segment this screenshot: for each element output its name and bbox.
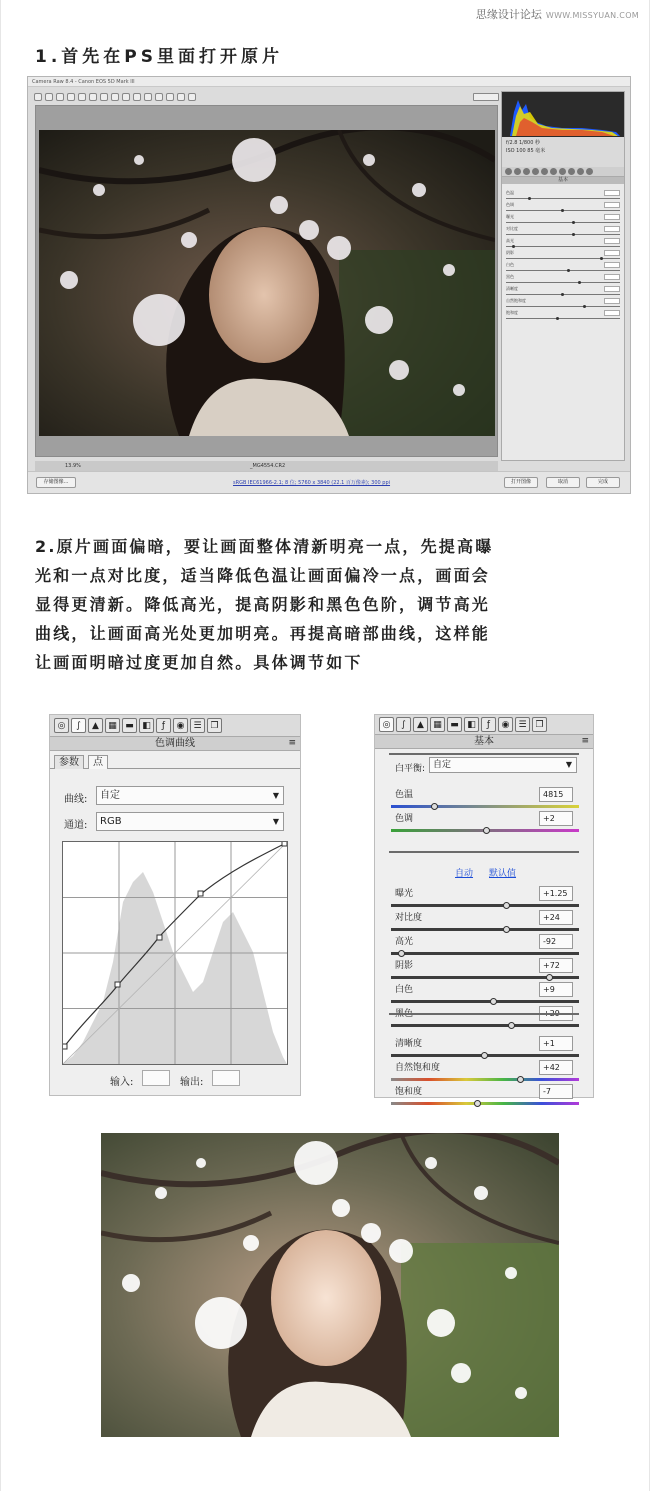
site-watermark xyxy=(476,6,639,22)
mini-slider-track[interactable] xyxy=(506,282,620,283)
mini-slider-row[interactable] xyxy=(506,202,620,214)
parametric-tab[interactable]: 参数 xyxy=(54,755,84,769)
split-toning-tab-icon[interactable]: ▬ xyxy=(122,718,137,733)
slider-value-field[interactable]: -92 xyxy=(539,934,573,949)
slider-knob[interactable] xyxy=(431,803,438,810)
mini-slider-knob[interactable] xyxy=(561,209,564,212)
slider-knob[interactable] xyxy=(503,902,510,909)
rotate-left-icon[interactable] xyxy=(177,93,185,101)
slider-track[interactable] xyxy=(391,1000,579,1003)
slider-track[interactable] xyxy=(391,952,579,955)
slider-label: 自然饱和度 xyxy=(395,1063,441,1073)
camera-raw-title: Camera Raw 8.4 - Canon EOS 5D Mark III xyxy=(28,77,630,87)
mini-slider-track[interactable] xyxy=(506,234,620,235)
step2-line: 2.原片画面偏暗，要让画面整体清新明亮一点，先提高曝 xyxy=(35,537,494,556)
mini-slider-label: 高光 xyxy=(506,238,514,243)
effects-tab-icon[interactable]: ƒ xyxy=(156,718,171,733)
mini-slider-value-box[interactable] xyxy=(604,202,620,208)
mini-slider-value-box[interactable] xyxy=(604,310,620,316)
slider-track[interactable] xyxy=(391,1102,579,1105)
slider-label: 饱和度 xyxy=(395,1087,423,1097)
slider-knob[interactable] xyxy=(503,926,510,933)
step2-paragraph xyxy=(35,532,627,677)
camera-raw-toolbar xyxy=(34,93,499,103)
rotate-right-icon[interactable] xyxy=(188,93,196,101)
presets-tab-icon[interactable]: ☰ xyxy=(515,717,530,732)
slider-track[interactable] xyxy=(391,1078,579,1081)
input-label: 输入: xyxy=(110,1077,134,1088)
snapshots-tab-icon[interactable] xyxy=(586,168,593,175)
slider-value-field[interactable]: +72 xyxy=(539,958,573,973)
slider-label: 清晰度 xyxy=(395,1039,423,1049)
open-image-button[interactable]: 打开图像 xyxy=(504,477,538,488)
detail-tab-icon[interactable]: ▲ xyxy=(413,717,428,732)
chevron-down-icon: ▼ xyxy=(272,791,279,800)
mini-slider-knob[interactable] xyxy=(600,257,603,260)
split-toning-tab-icon[interactable]: ▬ xyxy=(447,717,462,732)
slider-label: 色调 xyxy=(395,814,414,824)
white-balance-tool-icon[interactable] xyxy=(56,93,64,101)
lens-tab-icon[interactable]: ◧ xyxy=(464,717,479,732)
mini-slider-knob[interactable] xyxy=(528,197,531,200)
basic-tab-icon[interactable] xyxy=(505,168,512,175)
mini-slider-value-box[interactable] xyxy=(604,190,620,196)
camera-calibration-tab-icon[interactable]: ◉ xyxy=(173,718,188,733)
tone-curve-tab-icon[interactable]: ∫ xyxy=(71,718,86,733)
histogram-info xyxy=(502,137,624,167)
curve-panel-title xyxy=(50,737,300,751)
panel-tabs xyxy=(502,167,624,177)
white-balance-select[interactable] xyxy=(429,757,577,773)
slider-value-field[interactable]: +42 xyxy=(539,1060,573,1075)
target-adjust-icon[interactable] xyxy=(78,93,86,101)
slider-knob[interactable] xyxy=(508,1022,515,1029)
original-photo xyxy=(39,130,495,436)
mini-slider-knob[interactable] xyxy=(572,233,575,236)
cancel-button[interactable]: 取消 xyxy=(546,477,580,488)
basic-tab-icon[interactable]: ◎ xyxy=(54,718,69,733)
curve-point[interactable] xyxy=(115,982,120,987)
basic-panel-tabs xyxy=(375,715,593,735)
curve-point[interactable] xyxy=(63,1044,67,1049)
slider-knob[interactable] xyxy=(398,950,405,957)
slider-row xyxy=(387,958,579,982)
save-image-button[interactable]: 存储图像... xyxy=(36,477,76,488)
slider-row xyxy=(387,1006,579,1030)
mini-slider-label: 清晰度 xyxy=(506,286,518,291)
effects-tab-icon[interactable] xyxy=(559,168,566,175)
mini-slider-value-box[interactable] xyxy=(604,226,620,232)
mini-slider-knob[interactable] xyxy=(512,245,515,248)
section-divider xyxy=(389,1013,579,1015)
mini-slider-value-box[interactable] xyxy=(604,214,620,220)
tone-curve-tab-icon[interactable] xyxy=(514,168,521,175)
mini-slider-row[interactable] xyxy=(506,274,620,286)
slider-knob[interactable] xyxy=(517,1076,524,1083)
mini-slider-label: 对比度 xyxy=(506,226,518,231)
chevron-down-icon: ▼ xyxy=(565,760,572,769)
zoom-level[interactable]: 13.9% xyxy=(65,463,81,469)
slider-knob[interactable] xyxy=(474,1100,481,1107)
curve-point[interactable] xyxy=(157,935,162,940)
section-divider xyxy=(389,753,579,755)
mini-slider-row[interactable] xyxy=(506,226,620,238)
curve-graph[interactable] xyxy=(62,841,288,1065)
histogram-info-line: f/2.8 1/800 秒 xyxy=(506,140,540,146)
mini-slider-knob[interactable] xyxy=(572,221,575,224)
slider-value-field[interactable]: -7 xyxy=(539,1084,573,1099)
slider-row xyxy=(387,886,579,910)
graduated-filter-icon[interactable] xyxy=(144,93,152,101)
snapshots-tab-icon[interactable]: ❐ xyxy=(532,717,547,732)
step2-line: 曲线，让画面高光处更加明亮。再提高暗部曲线，这样能 xyxy=(35,624,491,643)
slider-value-field[interactable]: +9 xyxy=(539,982,573,997)
slider-value-field[interactable]: +1 xyxy=(539,1036,573,1051)
camera-calibration-tab-icon[interactable]: ◉ xyxy=(498,717,513,732)
mini-slider-label: 色调 xyxy=(506,202,514,207)
mini-slider-label: 色温 xyxy=(506,190,514,195)
chevron-down-icon: ▼ xyxy=(272,817,279,826)
zoom-bar xyxy=(35,461,498,471)
mini-slider-knob[interactable] xyxy=(561,293,564,296)
hand-tool-icon[interactable] xyxy=(45,93,53,101)
slider-row xyxy=(387,934,579,958)
mini-slider-label: 黑色 xyxy=(506,274,514,279)
slider-label: 曝光 xyxy=(395,889,414,899)
slider-track[interactable] xyxy=(391,805,579,808)
camera-raw-window xyxy=(27,76,631,494)
slider-value-field[interactable]: +24 xyxy=(539,910,573,925)
slider-knob[interactable] xyxy=(490,998,497,1005)
mini-slider-label: 自然饱和度 xyxy=(506,298,526,303)
basic-panel-title-text: 基本 xyxy=(474,736,494,747)
mini-slider-track[interactable] xyxy=(506,258,620,259)
preview-toggle[interactable] xyxy=(473,93,499,101)
output-label: 输出: xyxy=(180,1077,204,1088)
channel-label: 通道: xyxy=(64,820,88,831)
done-button[interactable]: 完成 xyxy=(586,477,620,488)
curve-select[interactable] xyxy=(96,786,284,805)
hsl-tab-icon[interactable] xyxy=(532,168,539,175)
point-tab[interactable]: 点 xyxy=(88,755,108,769)
file-name: _MG4554.CR2 xyxy=(250,463,286,469)
zoom-tool-icon[interactable] xyxy=(34,93,42,101)
slider-label: 阴影 xyxy=(395,961,414,971)
crop-tool-icon[interactable] xyxy=(89,93,97,101)
curve-select-value: 自定 xyxy=(100,790,120,801)
curve-point[interactable] xyxy=(198,891,203,896)
slider-label: 色温 xyxy=(395,790,414,800)
image-preview-area xyxy=(35,105,498,457)
mini-slider-row[interactable] xyxy=(506,238,620,250)
mini-slider-knob[interactable] xyxy=(567,269,570,272)
curve-panel-tabs xyxy=(50,715,300,737)
mini-slider-knob[interactable] xyxy=(578,281,581,284)
mini-slider-track[interactable] xyxy=(506,222,620,223)
camera-raw-footer xyxy=(28,471,630,493)
mini-slider-row[interactable] xyxy=(506,262,620,274)
snapshots-tab-icon[interactable]: ❐ xyxy=(207,718,222,733)
step2-line: 让画面明暗过度更加自然。具体调节如下 xyxy=(35,653,363,672)
spot-removal-icon[interactable] xyxy=(111,93,119,101)
workflow-options-link[interactable]: sRGB IEC61966-2.1; 8 位; 5760 x 3840 (22.1 百万像素); 300 ppi xyxy=(233,480,391,486)
mini-slider-track[interactable] xyxy=(506,270,620,271)
mini-slider-row[interactable] xyxy=(506,250,620,262)
curve-label: 曲线: xyxy=(64,794,88,805)
effects-tab-icon[interactable]: ƒ xyxy=(481,717,496,732)
basic-tab-icon[interactable]: ◎ xyxy=(379,717,394,732)
slider-row xyxy=(387,982,579,1006)
mini-slider-value-box[interactable] xyxy=(604,298,620,304)
camera-calibration-tab-icon[interactable] xyxy=(568,168,575,175)
tone-curve-panel xyxy=(49,714,301,1096)
straighten-tool-icon[interactable] xyxy=(100,93,108,101)
mini-slider-label: 白色 xyxy=(506,262,514,267)
mini-slider-value-box[interactable] xyxy=(604,274,620,280)
mini-slider-track[interactable] xyxy=(506,306,620,307)
channel-select[interactable] xyxy=(96,812,284,831)
lens-tab-icon[interactable] xyxy=(550,168,557,175)
slider-value-field[interactable]: +1.25 xyxy=(539,886,573,901)
mini-slider-knob[interactable] xyxy=(556,317,559,320)
detail-tab-icon[interactable] xyxy=(523,168,530,175)
curve-subtabs xyxy=(50,751,300,769)
section-divider xyxy=(389,851,579,853)
mini-slider-label: 饱和度 xyxy=(506,310,518,315)
basic-panel xyxy=(374,714,594,1098)
mini-slider-row[interactable] xyxy=(506,310,620,322)
white-balance-value: 自定 xyxy=(433,760,452,770)
watermark-site: 思缘设计论坛 xyxy=(475,8,542,21)
slider-row xyxy=(387,787,579,811)
radial-filter-icon[interactable] xyxy=(155,93,163,101)
mini-slider-list xyxy=(502,184,624,322)
default-link[interactable]: 默认值 xyxy=(489,869,517,879)
mini-slider-label: 曝光 xyxy=(506,214,514,219)
mini-slider-value-box[interactable] xyxy=(604,238,620,244)
slider-row xyxy=(387,910,579,934)
slider-row xyxy=(387,811,579,835)
hsl-tab-icon[interactable]: ▦ xyxy=(105,718,120,733)
tone-curve-tab-icon[interactable]: ∫ xyxy=(396,717,411,732)
panel-menu-icon[interactable]: ≡ xyxy=(581,736,589,746)
slider-track[interactable] xyxy=(391,928,579,931)
slider-label: 白色 xyxy=(395,985,414,995)
white-balance-label: 白平衡: xyxy=(395,764,426,774)
slider-knob[interactable] xyxy=(546,974,553,981)
basic-panel-title xyxy=(375,735,593,749)
histogram-info-line: ISO 100 85 毫米 xyxy=(506,148,546,154)
slider-knob[interactable] xyxy=(481,1052,488,1059)
curve-panel-title-text: 色调曲线 xyxy=(155,738,195,749)
mini-slider-row[interactable] xyxy=(506,286,620,298)
mini-slider-track[interactable] xyxy=(506,318,620,319)
slider-row xyxy=(387,1060,579,1084)
split-toning-tab-icon[interactable] xyxy=(541,168,548,175)
hsl-tab-icon[interactable]: ▦ xyxy=(430,717,445,732)
slider-track[interactable] xyxy=(391,1024,579,1027)
step1-title: 1.首先在PS里面打开原片 xyxy=(35,47,283,67)
watermark-url: WWW.MISSYUAN.COM xyxy=(545,11,639,20)
histogram xyxy=(502,92,624,137)
output-field[interactable] xyxy=(212,1070,240,1086)
slider-value-field[interactable]: +2 xyxy=(539,811,573,826)
slider-label: 高光 xyxy=(395,937,414,947)
red-eye-icon[interactable] xyxy=(122,93,130,101)
color-sampler-icon[interactable] xyxy=(67,93,75,101)
channel-select-value: RGB xyxy=(100,816,122,827)
mini-slider-row[interactable] xyxy=(506,214,620,226)
presets-tab-icon[interactable]: ☰ xyxy=(190,718,205,733)
mini-slider-value-box[interactable] xyxy=(604,250,620,256)
adjustment-sidebar xyxy=(501,91,625,461)
adjustment-brush-icon[interactable] xyxy=(133,93,141,101)
preferences-icon[interactable] xyxy=(166,93,174,101)
slider-label: 对比度 xyxy=(395,913,423,923)
detail-tab-icon[interactable]: ▲ xyxy=(88,718,103,733)
mini-slider-value-box[interactable] xyxy=(604,286,620,292)
lens-tab-icon[interactable]: ◧ xyxy=(139,718,154,733)
basic-section-header: 基本 xyxy=(502,177,624,184)
mini-slider-track[interactable] xyxy=(506,198,620,199)
slider-row xyxy=(387,1084,579,1108)
slider-row xyxy=(387,1036,579,1060)
mini-slider-track[interactable] xyxy=(506,246,620,247)
slider-value-field[interactable]: 4815 xyxy=(539,787,573,802)
mini-slider-row[interactable] xyxy=(506,298,620,310)
auto-link[interactable]: 自动 xyxy=(455,869,474,879)
slider-track[interactable] xyxy=(391,904,579,907)
mini-slider-value-box[interactable] xyxy=(604,262,620,268)
presets-tab-icon[interactable] xyxy=(577,168,584,175)
step2-line: 显得更清新。降低高光，提高阴影和黑色色阶，调节高光 xyxy=(35,595,491,614)
mini-slider-knob[interactable] xyxy=(583,305,586,308)
curve-point[interactable] xyxy=(282,842,287,846)
step2-line: 光和一点对比度，适当降低色温让画面偏冷一点，画面会 xyxy=(35,566,491,585)
slider-knob[interactable] xyxy=(483,827,490,834)
panel-menu-icon[interactable]: ≡ xyxy=(288,738,296,748)
input-field[interactable] xyxy=(142,1070,170,1086)
mini-slider-row[interactable] xyxy=(506,190,620,202)
mini-slider-label: 阴影 xyxy=(506,250,514,255)
result-photo xyxy=(101,1133,559,1437)
